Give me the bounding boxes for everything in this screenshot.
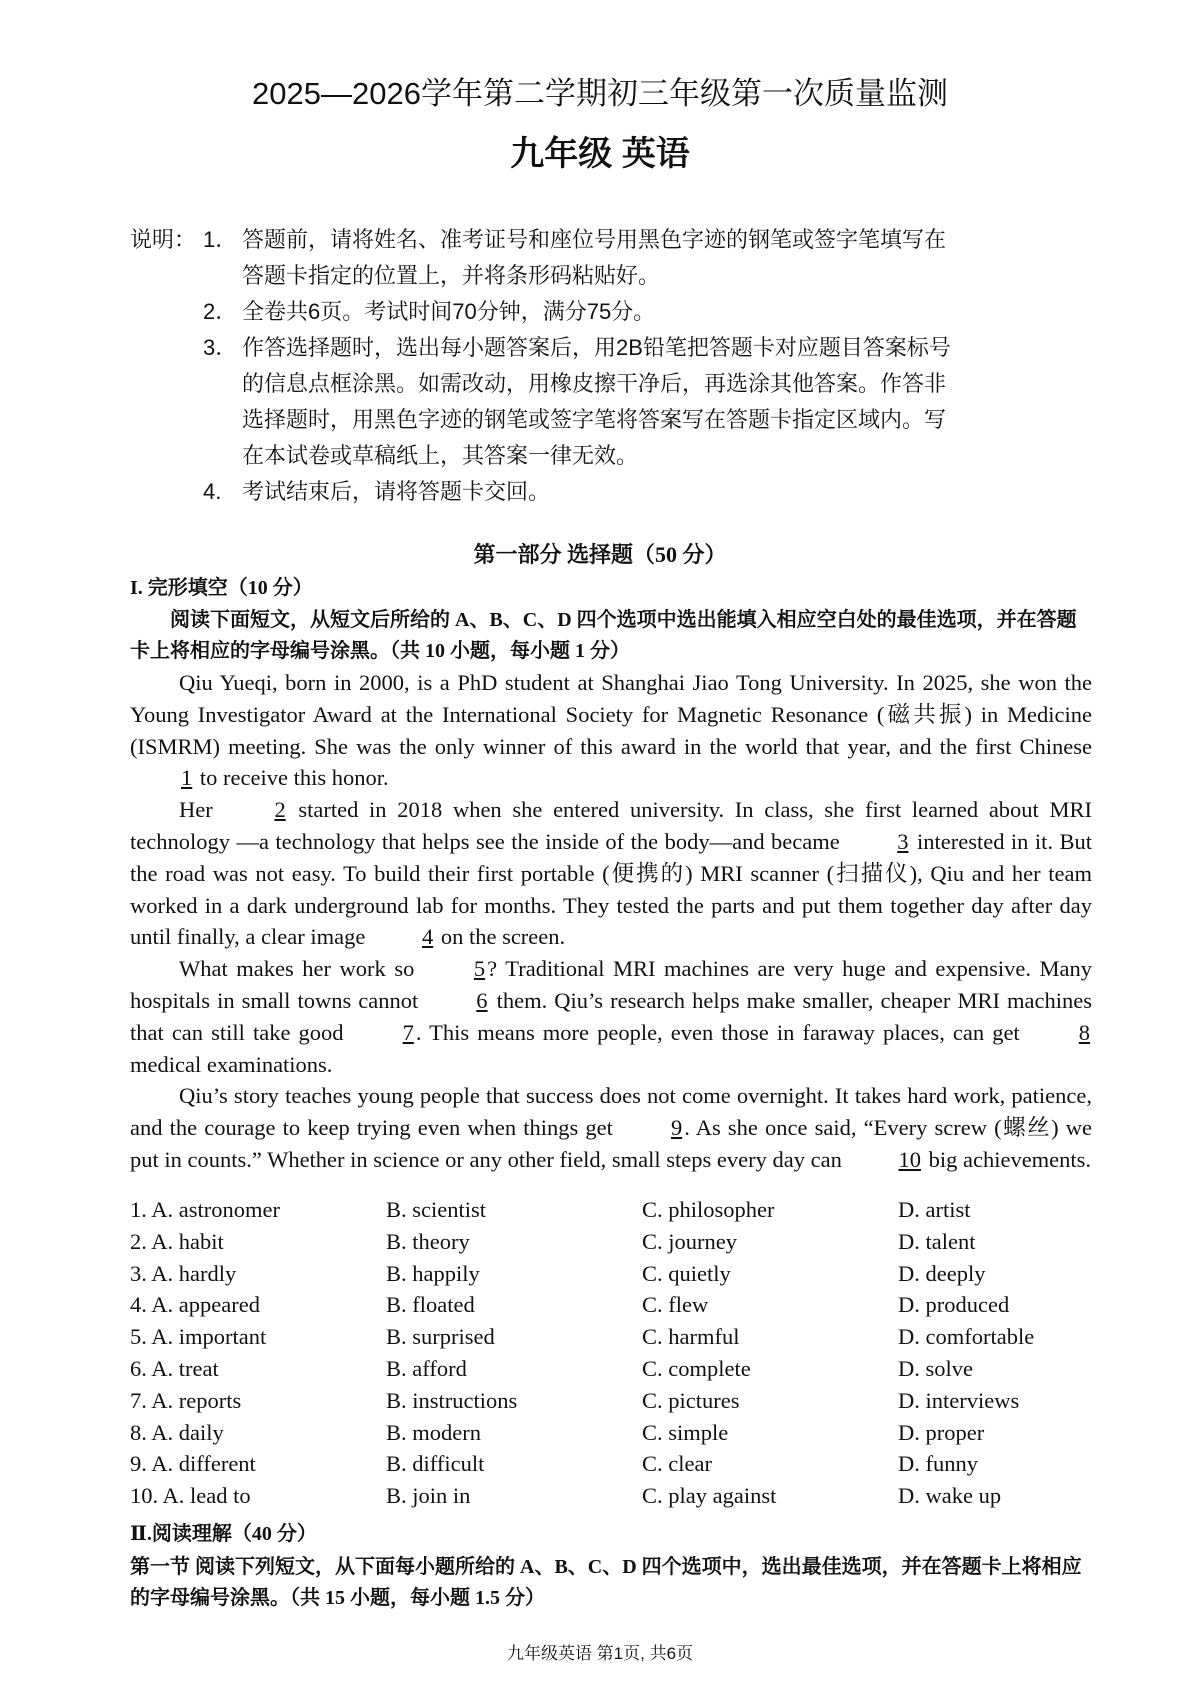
option-b: B. floated (386, 1292, 475, 1318)
option-b: B. join in (386, 1483, 471, 1509)
note-item-4 (130, 474, 1130, 510)
note-number: 4. (203, 479, 222, 504)
question-options-7 (130, 1385, 1092, 1417)
question-options-4 (130, 1289, 1092, 1321)
option-c: C. philosopher (642, 1197, 775, 1222)
option-d: D. comfortable (898, 1324, 1035, 1350)
passage-paragraph-4 (130, 1080, 1092, 1175)
note-text: 答题卡指定的位置上，并将条形码粘贴好。 (242, 263, 661, 288)
blank-2: 2 (274, 797, 286, 823)
blank-9: 9 (670, 1115, 683, 1141)
option-a: 9. A. different (130, 1451, 256, 1477)
option-a: 8. A. daily (130, 1419, 224, 1445)
option-c: C. complete (642, 1355, 751, 1381)
note-text: 作答选择题时，选出每小题答案后，用2B铅笔把答题卡对应题目答案标号 (242, 335, 951, 360)
option-c: C. flew (642, 1292, 709, 1318)
note-item-3-cont (130, 402, 1130, 438)
passage-text: Qiu Yueqi, born in 2000, is a PhD student at Shanghai Jiao Tong University. In 2025, she won the Young Investigator Award at the International Society for Magnetic Resonance (磁共振) in Medicine (ISMRM) meeting. She was the only winner of this award in the world that year, and the first Chinese (130, 670, 1092, 759)
option-b: B. theory (386, 1228, 470, 1254)
passage-paragraph-3 (130, 953, 1092, 1080)
blank-3: 3 (897, 828, 909, 854)
option-a: 4. A. appeared (130, 1292, 260, 1318)
notes-lead-label: 说明： (130, 227, 197, 252)
note-number: 1． (203, 227, 238, 252)
option-a: 6. A. treat (130, 1355, 219, 1381)
note-text: 选择题时，用黑色字迹的钢笔或签字笔将答案写在答题卡指定区域内。写 (242, 407, 947, 432)
passage-text: big achievements. (928, 1146, 1092, 1172)
option-b: B. difficult (386, 1451, 485, 1477)
passage-text: What makes her work so (179, 956, 415, 982)
passage-paragraph-2 (130, 794, 1092, 953)
note-number: 3． (203, 335, 238, 360)
note-text: 考试结束后，请将答题卡交回。 (242, 479, 551, 504)
instructions-notes (130, 222, 1130, 510)
blank-10: 10 (898, 1146, 921, 1172)
option-c: C. harmful (642, 1324, 740, 1350)
question-options-9 (130, 1448, 1092, 1480)
question-options-6 (130, 1353, 1092, 1385)
option-c: C. clear (642, 1451, 712, 1477)
passage-text: . As she once said, “Every screw (螺丝) we put in counts.” Whether in science or any other field, small steps every day can (130, 1115, 1092, 1172)
part-one-title: 第一部分 选择题（50 分） (473, 542, 727, 567)
option-a: 10. A. lead to (130, 1483, 251, 1509)
option-b: B. afford (386, 1355, 467, 1381)
note-text: 答题前，请将姓名、准考证号和座位号用黑色字迹的钢笔或签字笔填写在 (242, 227, 947, 252)
exam-title: 2025—2026学年第二学期初三年级第一次质量监测 (252, 76, 948, 111)
option-d: D. produced (898, 1292, 1010, 1318)
passage-text: Her (179, 797, 213, 823)
question-options-8 (130, 1417, 1092, 1449)
option-d: D. talent (898, 1228, 976, 1254)
option-c: C. quietly (642, 1260, 731, 1286)
passage-text: them. Qiu’s research helps make smaller, cheaper MRI machines that can still take good (130, 987, 1092, 1045)
option-c: C. simple (642, 1419, 729, 1445)
note-item-3-cont (130, 438, 1130, 474)
note-number: 2． (203, 299, 238, 324)
question-options-10 (130, 1480, 1092, 1512)
question-options-1 (130, 1194, 1092, 1226)
option-d: D. wake up (898, 1483, 1002, 1509)
note-item-1 (130, 222, 1130, 258)
cloze-passage (130, 667, 1092, 1176)
option-a: 7. A. reports (130, 1387, 242, 1413)
option-d: D. interviews (898, 1387, 1020, 1413)
option-a: 2. A. habit (130, 1228, 224, 1254)
option-d: D. artist (898, 1197, 971, 1222)
note-item-3-cont (130, 366, 1130, 402)
blank-7: 7 (402, 1019, 414, 1045)
option-d: D. proper (898, 1419, 985, 1445)
option-a: 3. A. hardly (130, 1260, 237, 1286)
option-b: B. modern (386, 1419, 481, 1445)
passage-text: started in 2018 when she entered university. In class, she first learned about MRI technology —a technology that helps see the inside of the body—and became (130, 797, 1093, 854)
passage-text: medical examinations. (130, 1051, 333, 1077)
option-c: C. pictures (642, 1387, 740, 1413)
option-d: D. deeply (898, 1260, 986, 1286)
question-options-3 (130, 1258, 1092, 1290)
exam-subject: 九年级 英语 (510, 135, 690, 173)
passage-text: . This means more people, even those in faraway places, can get (415, 1019, 1020, 1045)
option-d: D. solve (898, 1355, 973, 1381)
question-options-2 (130, 1226, 1092, 1258)
option-b: B. scientist (386, 1197, 486, 1222)
note-item-1-cont (130, 258, 1130, 294)
section-reading-title: Ⅱ.阅读理解（40 分） (130, 1523, 317, 1545)
note-item-2 (130, 294, 1130, 330)
passage-text: interested in it. But the road was not easy. To build their first portable (便携的) MRI scanner (扫描仪), Qiu and her team worked in a dark underground lab for months. They tested the parts and put them together day after day until finally, a clear image (130, 828, 1093, 950)
passage-text: on the screen. (440, 924, 566, 950)
option-b: B. happily (386, 1260, 480, 1286)
note-item-3 (130, 330, 1130, 366)
blank-1: 1 (181, 765, 193, 791)
option-c: C. play against (642, 1483, 777, 1509)
blank-5: 5 (473, 956, 486, 982)
note-text: 在本试卷或草稿纸上，其答案一律无效。 (242, 443, 639, 468)
blank-6: 6 (476, 987, 488, 1013)
question-options-5 (130, 1321, 1092, 1353)
note-text: 全卷共6页。考试时间70分钟，满分75分。 (242, 299, 656, 324)
option-a: 5. A. important (130, 1324, 267, 1350)
option-d: D. funny (898, 1451, 978, 1477)
option-b: B. instructions (386, 1387, 518, 1413)
option-a: 1. A. astronomer (130, 1197, 280, 1222)
passage-text: to receive this honor. (199, 765, 389, 791)
note-text: 的信息点框涂黑。如需改动，用橡皮擦干净后，再选涂其他答案。作答非 (242, 371, 947, 396)
option-b: B. surprised (386, 1324, 495, 1350)
page-footer: 九年级英语 第1页, 共6页 (506, 1644, 694, 1663)
passage-text: Qiu’s story teaches young people that success does not come overnight. It takes hard work, patience, and the courage to keep trying even when things get (130, 1083, 1092, 1141)
section-reading-instructions: 第一节 阅读下列短文，从下面每小题所给的 A、B、C、D 四个选项中，选出最佳选项，并在答题卡上将相应的字母编号涂黑。（共 15 小题，每小题 1.5 分） (130, 1556, 1082, 1609)
blank-8: 8 (1078, 1019, 1091, 1045)
answer-options (130, 1194, 1092, 1512)
section-cloze-title: I. 完形填空（10 分） (130, 577, 313, 599)
option-c: C. journey (642, 1228, 737, 1254)
passage-paragraph-1 (130, 667, 1092, 794)
section-cloze-instructions: 阅读下面短文，从短文后所给的 A、B、C、D 四个选项中选出能填入相应空白处的最佳选项，并在答题卡上将相应的字母编号涂黑。（共 10 小题，每小题 1 分） (130, 609, 1077, 662)
blank-4: 4 (421, 924, 434, 950)
passage-text: ? Traditional MRI machines are very huge and expensive. Many hospitals in small towns cannot (130, 956, 1093, 1013)
